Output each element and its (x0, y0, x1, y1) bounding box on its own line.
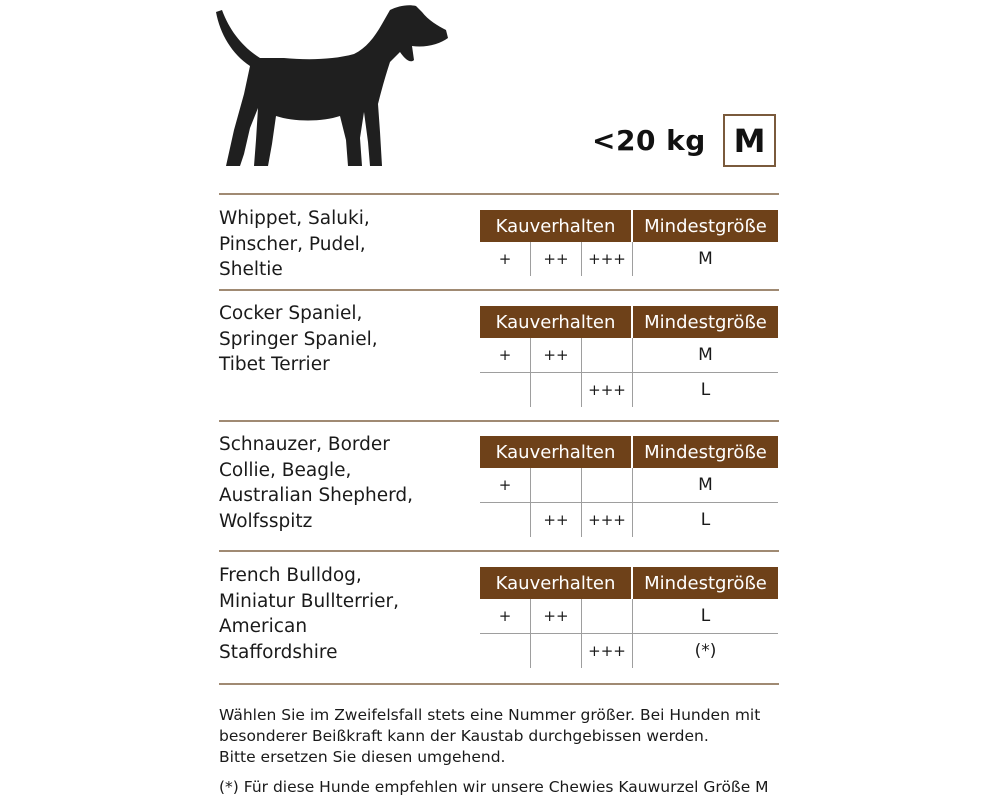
weight-label: <20 kg (592, 124, 706, 157)
breed-list-3: Schnauzer, Border Collie, Beagle, Australian Shepherd, Wolfsspitz (219, 434, 414, 532)
cell-medium (531, 634, 582, 668)
header-chew-behavior: Kauverhalten (480, 210, 633, 242)
dog-silhouette-icon (214, 4, 450, 170)
chew-table-2 (480, 306, 778, 407)
cell-light (480, 503, 531, 537)
cell-strong (582, 599, 633, 633)
header-min-size: Mindestgröße (644, 311, 767, 333)
cell-medium: ++ (531, 338, 582, 372)
cell-size: L (700, 606, 711, 626)
cell-strong: +++ (582, 503, 633, 537)
cell-medium (531, 373, 582, 407)
header-chew-behavior: Kauverhalten (480, 567, 633, 599)
advice-line-1: Wählen Sie im Zweifelsfall stets eine Nummer größer. Bei Hunden mit (219, 706, 761, 724)
cell-size: M (698, 249, 713, 269)
cell-strong (582, 338, 633, 372)
table-row (480, 242, 778, 276)
chew-table-1 (480, 210, 778, 276)
divider-1 (219, 289, 779, 291)
cell-strong: +++ (582, 373, 633, 407)
cell-light (480, 373, 531, 407)
cell-strong: +++ (582, 242, 633, 276)
table-row (480, 599, 778, 633)
divider-top (219, 193, 779, 195)
header-min-size: Mindestgröße (644, 215, 767, 237)
cell-light (480, 634, 531, 668)
chew-table-3 (480, 436, 778, 537)
cell-medium: ++ (531, 503, 582, 537)
cell-strong: +++ (582, 634, 633, 668)
advice-line-3: Bitte ersetzen Sie diesen umgehend. (219, 748, 506, 766)
cell-strong (582, 468, 633, 502)
divider-bottom (219, 683, 779, 685)
cell-light: + (480, 468, 531, 502)
table-row (480, 338, 778, 372)
cell-light: + (480, 599, 531, 633)
cell-light: + (480, 338, 531, 372)
breed-list-4: French Bulldog, Miniatur Bullterrier, American Staffordshire (219, 565, 399, 663)
cell-size: L (700, 510, 711, 530)
header-min-size: Mindestgröße (644, 441, 767, 463)
chew-table-4 (480, 567, 778, 668)
breed-list-2: Cocker Spaniel, Springer Spaniel, Tibet Terrier (219, 303, 378, 375)
table-row (480, 633, 778, 668)
footnote: (*) Für diese Hunde empfehlen wir unsere Chewies Kauwurzel Größe M (219, 778, 769, 796)
divider-3 (219, 550, 779, 552)
table-row (480, 468, 778, 502)
cell-medium: ++ (531, 599, 582, 633)
header-chew-behavior: Kauverhalten (480, 306, 633, 338)
table-header (480, 436, 778, 468)
cell-medium: ++ (531, 242, 582, 276)
breed-list-1: Whippet, Saluki, Pinscher, Pudel, Sheltie (219, 208, 370, 280)
advice-line-2: besonderer Beißkraft kann der Kaustab durchgebissen werden. (219, 727, 709, 745)
cell-medium (531, 468, 582, 502)
header-min-size: Mindestgröße (644, 572, 767, 594)
divider-2 (219, 420, 779, 422)
cell-size: (*) (694, 641, 717, 661)
cell-size: L (700, 380, 711, 400)
advice-note (219, 705, 789, 768)
header-chew-behavior: Kauverhalten (480, 436, 633, 468)
table-row (480, 372, 778, 407)
table-header (480, 567, 778, 599)
cell-size: M (698, 475, 713, 495)
table-row (480, 502, 778, 537)
size-badge: M (723, 114, 776, 167)
table-header (480, 210, 778, 242)
table-header (480, 306, 778, 338)
cell-size: M (698, 345, 713, 365)
cell-light: + (480, 242, 531, 276)
